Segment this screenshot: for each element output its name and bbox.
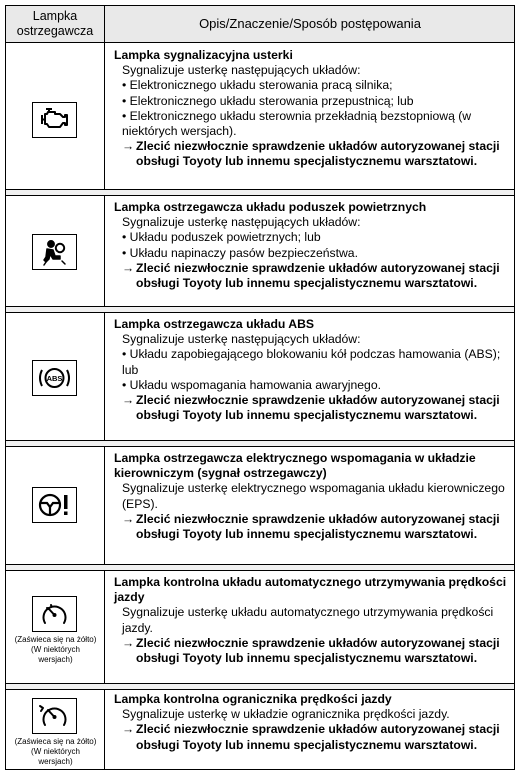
warning-lights-table bbox=[5, 5, 515, 770]
note-line: (Zaświeca się na żółto) bbox=[14, 737, 97, 746]
header-col1-line1: Lampka bbox=[32, 9, 78, 23]
icon-cell bbox=[6, 447, 105, 564]
table-row bbox=[6, 43, 514, 189]
row-text bbox=[114, 451, 509, 542]
arrow-icon: → bbox=[122, 260, 135, 275]
table-header bbox=[6, 6, 514, 43]
row-action bbox=[114, 512, 509, 542]
cruise-control-icon bbox=[32, 596, 77, 632]
row-title: Lampka ostrzegawcza układu poduszek powietrznych bbox=[114, 200, 427, 214]
icon-cell bbox=[6, 196, 105, 306]
row-title: Lampka kontrolna układu automatycznego utrzymywania prędkości jazdy bbox=[114, 575, 507, 605]
steering-warning-icon bbox=[32, 487, 77, 523]
note-line: (Zaświeca się na żółto) bbox=[14, 635, 97, 644]
row-action bbox=[114, 139, 509, 169]
table-row bbox=[6, 571, 514, 683]
divider bbox=[6, 440, 514, 441]
row-title: Lampka ostrzegawcza elektrycznego wspomagania w układzie kierowniczym (sygnał ostrzegawczy) bbox=[114, 451, 476, 481]
row-action bbox=[114, 722, 509, 752]
row-intro: Sygnalizuje usterkę następujących układów: bbox=[122, 63, 361, 78]
row-action bbox=[114, 636, 509, 666]
row-intro: Sygnalizuje usterkę następujących układów: bbox=[122, 215, 361, 230]
row-action-text: Zlecić niezwłocznie sprawdzenie układów autoryzowanej stacji obsługi Toyoty lub innemu specjalistycznemu warsztatowi. bbox=[136, 393, 500, 423]
arrow-icon: → bbox=[122, 393, 135, 408]
divider bbox=[6, 564, 514, 565]
row-text bbox=[114, 48, 509, 170]
abs-label: ABS bbox=[46, 374, 63, 383]
row-bullet: • Układu poduszek powietrznych; lub bbox=[122, 230, 321, 245]
row-action-text: Zlecić niezwłocznie sprawdzenie układów autoryzowanej stacji obsługi Toyoty lub innemu specjalistycznemu warsztatowi. bbox=[136, 260, 500, 291]
availability-note bbox=[6, 635, 105, 665]
icon-cell bbox=[6, 313, 105, 440]
row-intro: Sygnalizuje usterkę elektrycznego wspomagania układu kierowniczego (EPS). bbox=[122, 481, 505, 511]
row-action-text: Zlecić niezwłocznie sprawdzenie układów autoryzowanej stacji obsługi Toyoty lub innemu specjalistycznemu warsztatowi. bbox=[136, 511, 500, 542]
arrow-icon: → bbox=[122, 511, 135, 526]
note-line: wersjach) bbox=[38, 757, 73, 766]
table-row bbox=[6, 196, 514, 306]
row-text bbox=[114, 200, 509, 291]
row-action bbox=[114, 261, 509, 291]
row-title: Lampka ostrzegawcza układu ABS bbox=[114, 317, 315, 331]
row-text bbox=[114, 575, 509, 666]
row-bullet: • Układu zapobiegającego blokowaniu kół podczas hamowania (ABS); lub bbox=[122, 347, 501, 377]
row-title: Lampka sygnalizacyjna usterki bbox=[114, 48, 293, 62]
row-intro: Sygnalizuje usterkę w układzie ogranicznika prędkości jazdy. bbox=[122, 707, 450, 722]
divider bbox=[6, 306, 514, 307]
abs-icon bbox=[32, 360, 77, 396]
row-text bbox=[114, 317, 509, 423]
row-action bbox=[114, 393, 509, 423]
table-row bbox=[6, 447, 514, 564]
header-col1-line2: ostrzegawcza bbox=[16, 24, 94, 38]
icon-cell bbox=[6, 43, 105, 189]
icon-cell bbox=[6, 690, 105, 769]
availability-note bbox=[6, 737, 105, 767]
check-engine-icon bbox=[32, 102, 77, 138]
note-line: (W niektórych bbox=[31, 645, 80, 654]
header-description: Opis/Znaczenie/Sposób postępowania bbox=[199, 16, 421, 31]
row-text bbox=[114, 692, 509, 753]
row-bullet: • Układu napinaczy pasów bezpieczeństwa. bbox=[122, 245, 358, 260]
table-row bbox=[6, 313, 514, 440]
row-bullet: • Elektronicznego układu sterowania pracą silnika; bbox=[122, 78, 393, 93]
table-row bbox=[6, 690, 514, 769]
arrow-icon: → bbox=[122, 635, 135, 650]
header-warning-light bbox=[6, 6, 105, 42]
arrow-icon: → bbox=[122, 722, 135, 737]
row-action-text: Zlecić niezwłocznie sprawdzenie układów autoryzowanej stacji obsługi Toyoty lub innemu specjalistycznemu warsztatowi. bbox=[136, 139, 500, 169]
row-action-text: Zlecić niezwłocznie sprawdzenie układów autoryzowanej stacji obsługi Toyoty lub innemu specjalistycznemu warsztatowi. bbox=[136, 722, 500, 752]
row-bullet: • Układu wspomagania hamowania awaryjnego. bbox=[122, 377, 381, 392]
row-intro: Sygnalizuje usterkę następujących układów: bbox=[122, 332, 361, 347]
row-intro: Sygnalizuje usterkę układu automatycznego utrzymywania prędkości jazdy. bbox=[122, 605, 494, 635]
divider bbox=[6, 189, 514, 190]
row-title: Lampka kontrolna ogranicznika prędkości jazdy bbox=[114, 692, 392, 706]
row-bullet: • Elektronicznego układu sterownia przekładnią bezstopniową (w niektórych wersjach). bbox=[122, 108, 472, 139]
note-line: (W niektórych bbox=[31, 747, 80, 756]
row-bullet: • Elektronicznego układu sterowania przepustnicą; lub bbox=[122, 93, 414, 108]
arrow-icon: → bbox=[122, 139, 135, 154]
note-line: wersjach) bbox=[38, 655, 73, 664]
icon-cell bbox=[6, 571, 105, 683]
speed-limiter-icon bbox=[32, 698, 77, 734]
row-action-text: Zlecić niezwłocznie sprawdzenie układów autoryzowanej stacji obsługi Toyoty lub innemu specjalistycznemu warsztatowi. bbox=[136, 635, 500, 666]
airbag-icon bbox=[32, 234, 77, 270]
divider bbox=[6, 683, 514, 684]
